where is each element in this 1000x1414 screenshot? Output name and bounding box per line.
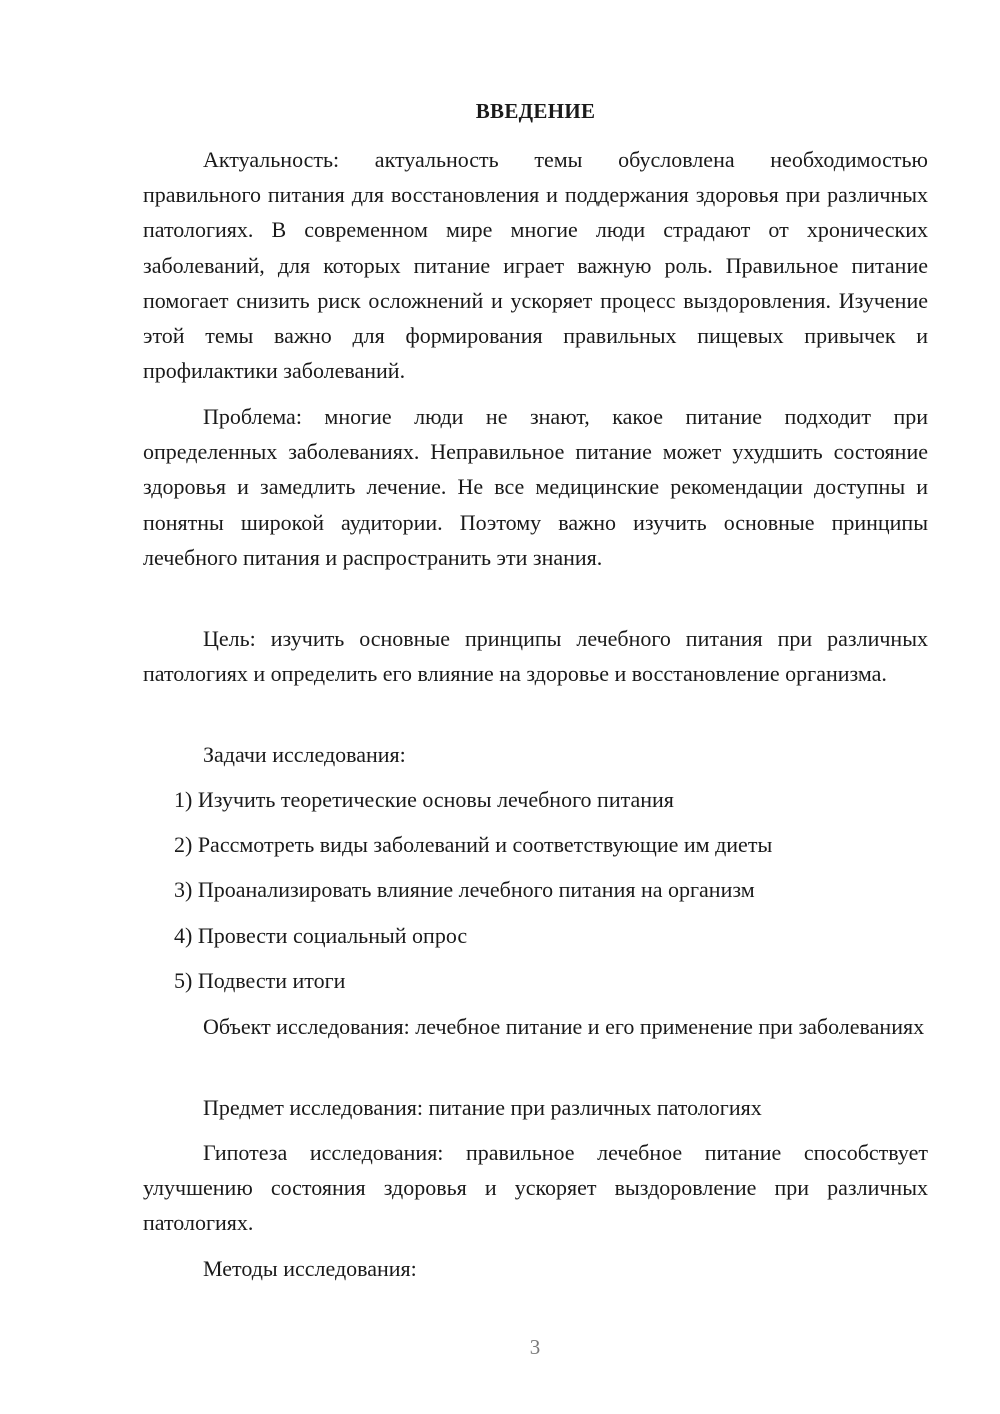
page-title: ВВЕДЕНИЕ [475, 99, 596, 123]
relevance-paragraph: Актуальность: актуальность темы обусловлена необходимостью правильного питания для восстановления и поддержания здоровья при различных патологиях. В современном мире многие люди страдают от хронических заболеваний, для которых питание играет важную роль. Правильное питание помогает снизить риск осложнений и ускоряет процесс выздоровления. Изучение этой темы важно для формирования правильных пищевых привычек и профилактики заболеваний. [143, 147, 928, 384]
hypothesis-paragraph: Гипотеза исследования: правильное лечебное питание способствует улучшению состояния здоровья и ускоряет выздоровление при различных патологиях. [143, 1140, 928, 1236]
list-item: 2) Рассмотреть виды заболеваний и соответствующие им диеты [174, 832, 773, 858]
problem-paragraph: Проблема: многие люди не знают, какое питание подходит при определенных заболеваниях. Неправильное питание может ухудшить состояние здоровья и замедлить лечение. Не все медицинские рекомендации доступны и понятны широкой аудитории. Поэтому важно изучить основные принципы лечебного питания и распространить эти знания. [143, 404, 928, 570]
list-item: 1) Изучить теоретические основы лечебного питания [174, 787, 674, 812]
tasks-list [174, 782, 772, 1008]
list-item: 4) Провести социальный опрос [174, 922, 468, 948]
goal-paragraph: Цель: изучить основные принципы лечебного питания при различных патологиях и определить его влияние на здоровье и восстановление организма. [143, 626, 928, 687]
tasks-heading: Задачи исследования: [203, 742, 406, 767]
object-paragraph: Объект исследования: лечебное питание и его применение при заболеваниях [203, 1014, 925, 1039]
subject-paragraph: Предмет исследования: питание при различных патологиях [203, 1095, 762, 1120]
list-item: 5) Подвести итоги [174, 967, 346, 993]
list-item: 3) Проанализировать влияние лечебного питания на организм [174, 877, 755, 903]
methods-heading: Методы исследования: [203, 1256, 417, 1281]
page-number: 3 [529, 1335, 541, 1359]
